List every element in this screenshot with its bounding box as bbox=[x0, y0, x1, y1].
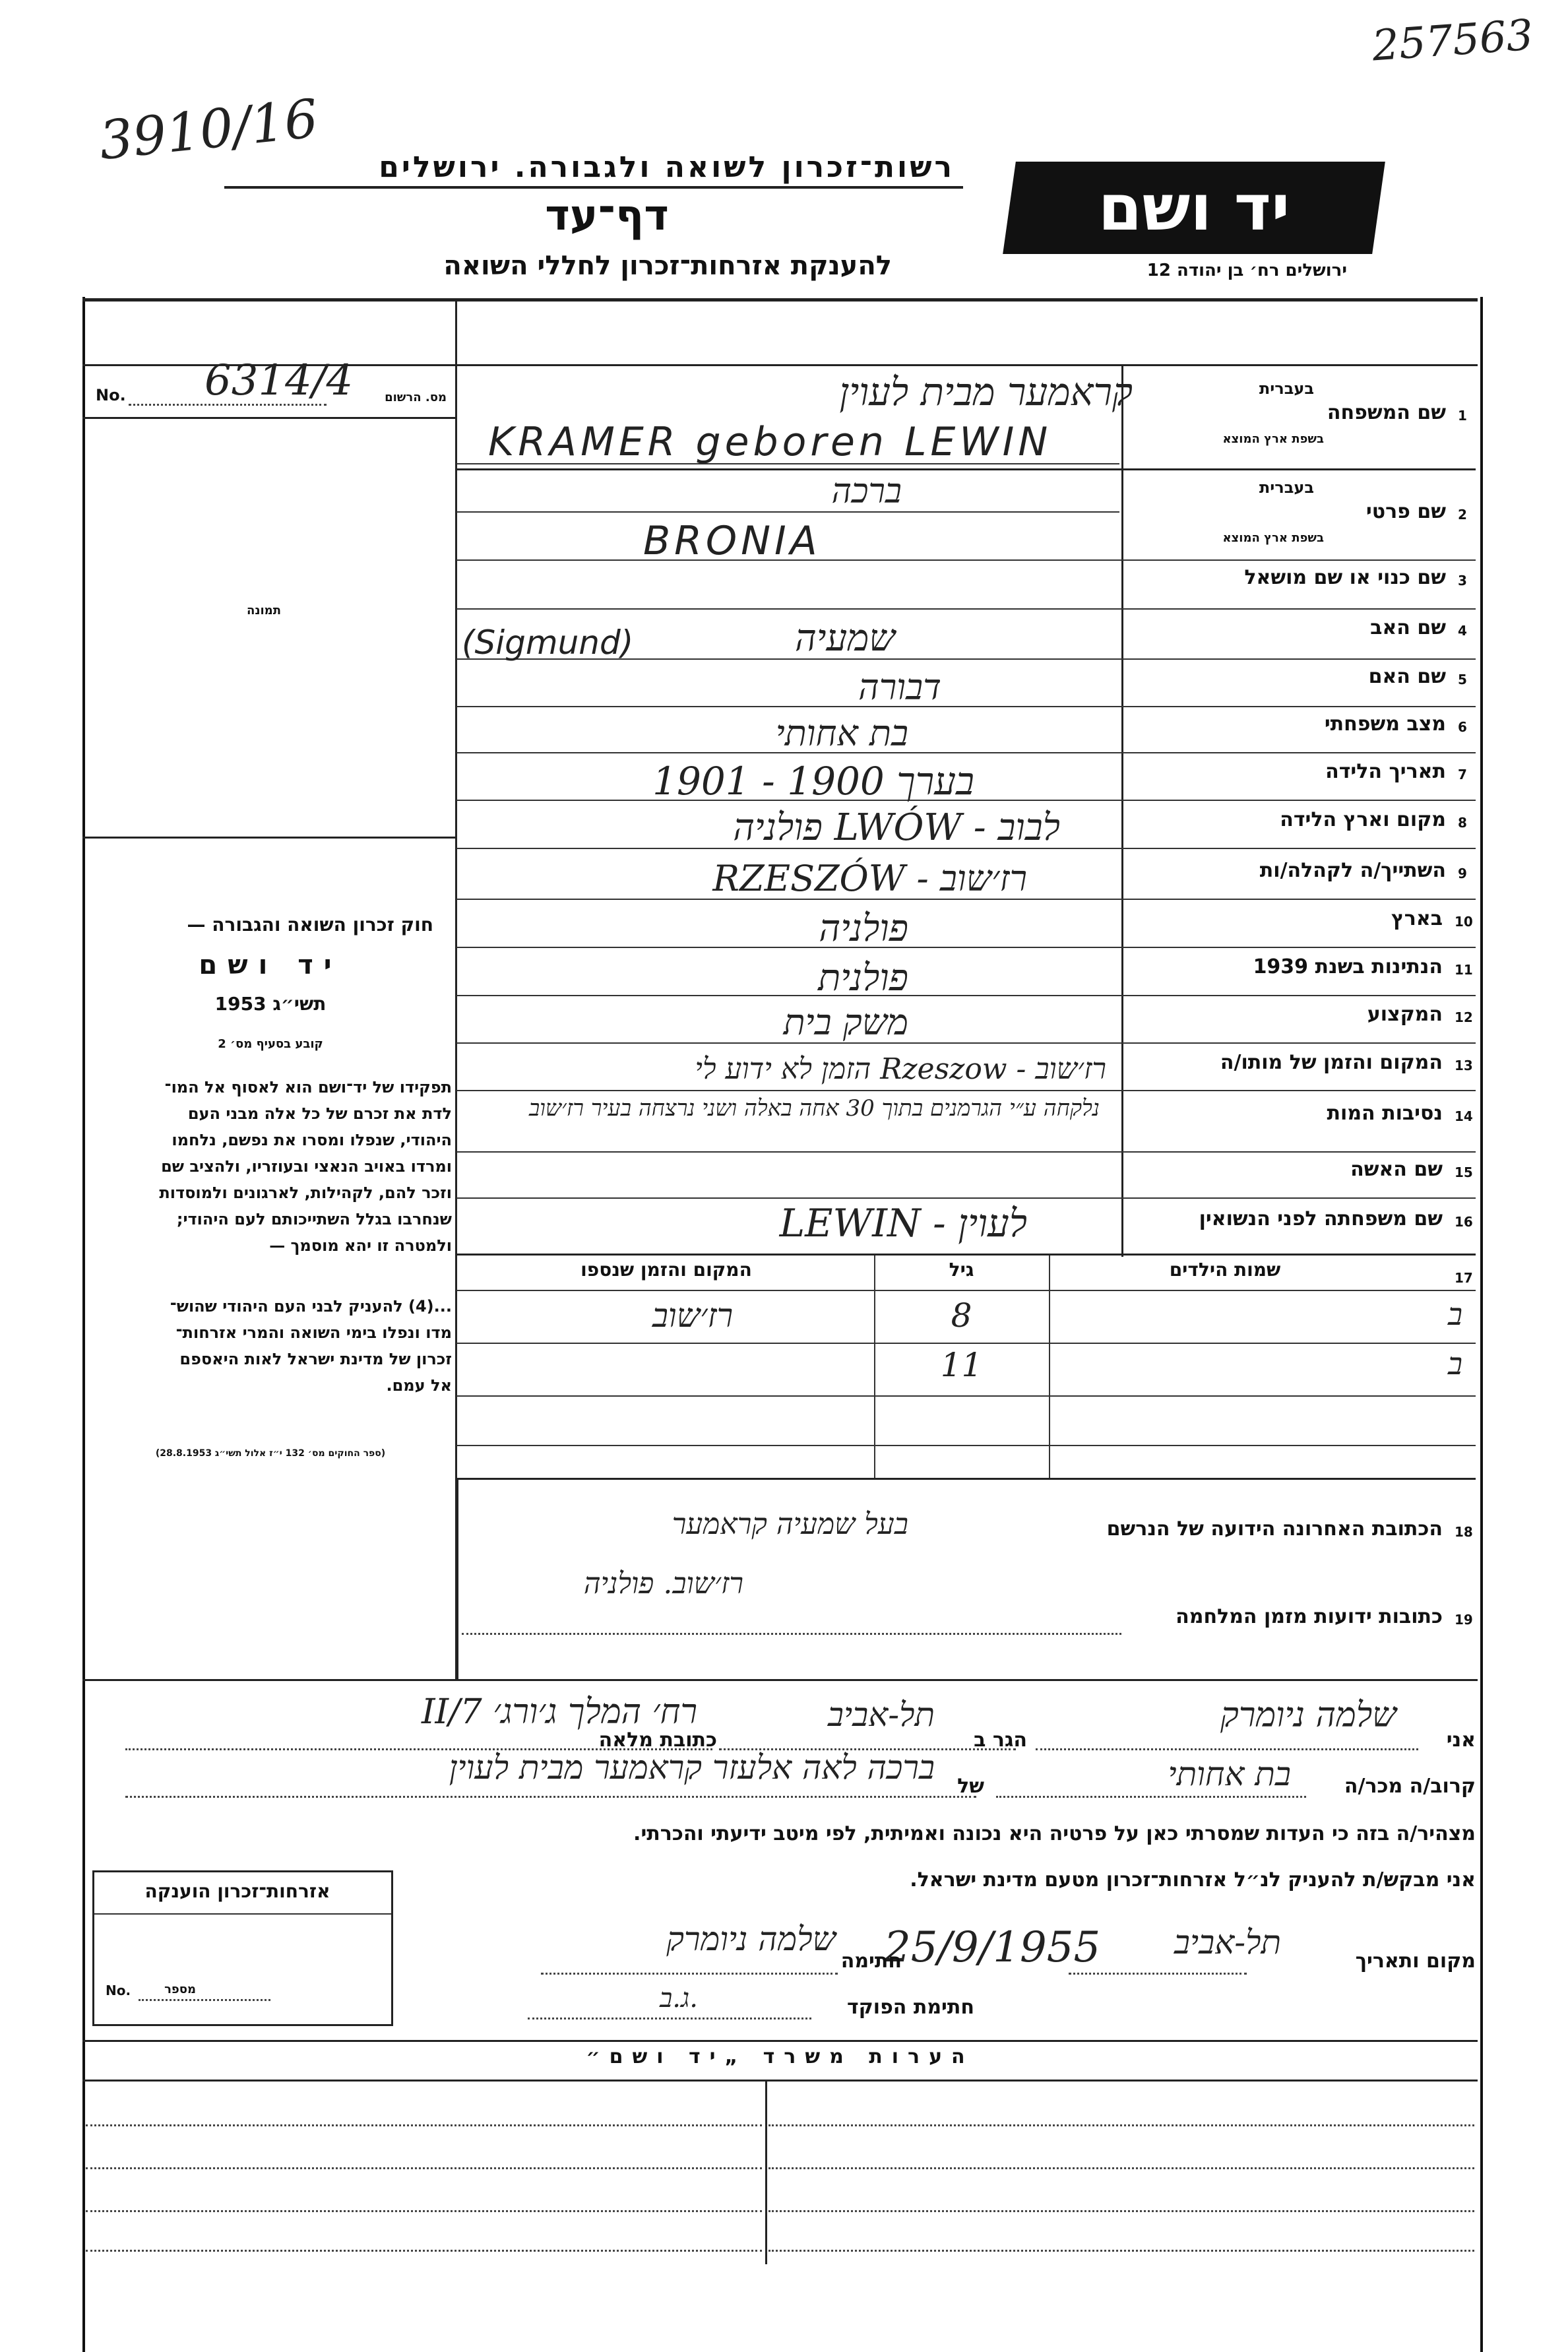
resides-value: תל-אביב bbox=[827, 1696, 935, 1734]
field-3-label: שם כנוי או שם מושאל bbox=[1244, 566, 1446, 589]
official-signature-value: ג.ב. bbox=[660, 1983, 698, 2014]
field-18-value-line1: בעל שמעיה קראמער bbox=[672, 1508, 908, 1541]
logo-text: יד ושם bbox=[1098, 171, 1290, 245]
place-value: תל-אביב bbox=[1174, 1923, 1281, 1961]
field-17-number: 17 bbox=[1455, 1270, 1473, 1286]
law-title: חוק זכרון השואה והגבורה — bbox=[187, 914, 433, 936]
law-text-line: ...(4) להעניק לבני העם היהודי שהוש־ bbox=[170, 1297, 452, 1316]
date-value: 25/9/1955 bbox=[884, 1923, 1101, 1972]
field-2-hebrew-tag: בעברית bbox=[1259, 478, 1314, 497]
award-box-title: אזרחות־זכרון הוענקה bbox=[144, 1880, 330, 1902]
law-text-block-2 bbox=[89, 1293, 452, 1399]
official-signature-label: חתימת הפוקד bbox=[847, 1996, 974, 2019]
children-col-place: המקום והזמן שנספו bbox=[580, 1259, 752, 1281]
field-16-number: 16 bbox=[1455, 1214, 1473, 1230]
resides-label: הגר ב bbox=[974, 1729, 1027, 1752]
authority-name: רשות־זכרון לשואה ולגבורה. ירושלים bbox=[379, 150, 955, 184]
field-1-value-latin: KRAMER geboren LEWIN bbox=[488, 419, 1052, 465]
field-11-value: פולנית bbox=[818, 957, 908, 1000]
field-12-number: 12 bbox=[1455, 1009, 1473, 1025]
law-text-line: היהודי, שנפלו ומסרו את נפשם, נלחמו bbox=[172, 1131, 452, 1149]
address-label: כתובת מלאה bbox=[598, 1729, 717, 1752]
of-value: ברכה לאה אלעזר קראמער מבית לעוין bbox=[449, 1748, 935, 1787]
relation-value: בת אחותי bbox=[1168, 1755, 1291, 1793]
field-13-number: 13 bbox=[1455, 1058, 1473, 1073]
field-14-label: נסיבות המות bbox=[1327, 1102, 1443, 1125]
field-2-value-latin: BRONIA bbox=[643, 518, 821, 564]
office-notes-title: הערות משרד „יד ושם״ bbox=[586, 2045, 974, 2068]
child-name: ב bbox=[1447, 1296, 1462, 1332]
declarant-name: שלמה ניומרק bbox=[1220, 1696, 1396, 1735]
field-15-label: שם האשה bbox=[1350, 1158, 1443, 1181]
field-4-value-latin: (Sigmund) bbox=[462, 623, 634, 662]
yad-vashem-logo bbox=[1003, 162, 1385, 254]
child-place: רז׳שוב bbox=[652, 1296, 734, 1335]
field-1-label: שם המשפחה bbox=[1327, 401, 1446, 424]
law-year: תשי״ג 1953 bbox=[214, 993, 327, 1015]
registration-number: 6314/4 bbox=[204, 356, 354, 405]
award-box-number-label: מספר bbox=[164, 1983, 196, 1996]
field-16-value: לעוין - LEWIN bbox=[779, 1201, 1027, 1246]
field-1-foreign-tag: בשפת ארץ המוצא bbox=[1222, 432, 1324, 446]
field-4-number: 4 bbox=[1458, 623, 1467, 639]
field-4-value: שמעיה bbox=[794, 617, 895, 660]
of-label: של bbox=[957, 1775, 984, 1798]
corner-handwritten-number: 3910/16 bbox=[96, 87, 321, 172]
field-7-number: 7 bbox=[1458, 767, 1467, 782]
law-name: יד ושם bbox=[199, 950, 342, 980]
no-label: No. bbox=[96, 386, 126, 404]
field-9-value: רז׳שוב - RZESZÓW bbox=[712, 858, 1027, 899]
children-col-names: שמות הילדים bbox=[1169, 1259, 1281, 1281]
field-2-label: שם פרטי bbox=[1365, 500, 1446, 523]
signature-value: שלמה ניומרק bbox=[666, 1920, 836, 1958]
field-5-value: דבורה bbox=[858, 666, 941, 708]
field-6-label: מצב משפחתי bbox=[1324, 713, 1446, 736]
field-6-number: 6 bbox=[1458, 719, 1467, 735]
declaration-i-am: אני bbox=[1446, 1729, 1476, 1752]
logo-address: ירושלים רח׳ בן יהודה 12 bbox=[1146, 261, 1347, 280]
field-12-value: משק בית bbox=[783, 1001, 908, 1043]
field-10-number: 10 bbox=[1455, 914, 1473, 930]
law-text-line: אל עמם. bbox=[386, 1376, 452, 1395]
law-text-line: ומרדו באויב הנאצי ובעוזריו, ולהציב שם bbox=[161, 1157, 452, 1176]
photo-area bbox=[86, 422, 455, 835]
field-7-label: תאריך הלידה bbox=[1325, 760, 1446, 783]
declaration-statement-1: מצהיר/ה בזה כי העדות שמסרתי כאן על פרטיה היא נכונה ואמיתית, לפי מיטב ידיעתי והכרתי. bbox=[633, 1822, 1476, 1845]
field-19-number: 19 bbox=[1455, 1612, 1473, 1628]
declaration-statement-2: אני מבקש/ת להעניק לנ״ל אזרחות־זכרון מטעם מדינת ישראל. bbox=[910, 1868, 1476, 1891]
field-7-value: בערך 1900 - 1901 bbox=[652, 759, 974, 804]
children-col-age: גיל bbox=[949, 1259, 974, 1281]
field-2-foreign-tag: בשפת ארץ המוצא bbox=[1222, 531, 1324, 545]
place-date-label: מקום ותאריך bbox=[1355, 1950, 1476, 1973]
field-15-number: 15 bbox=[1455, 1164, 1473, 1180]
child-age: 8 bbox=[951, 1296, 972, 1335]
child-age: 11 bbox=[940, 1346, 983, 1384]
field-13-value: רז׳שוב - Rzeszow הזמן לא ידוע לי bbox=[695, 1052, 1106, 1086]
law-text-line: זכרון של מדינת ישראל לאות היאספם bbox=[179, 1350, 452, 1368]
signature-label: חתימה bbox=[840, 1950, 902, 1973]
archive-stamp-number: 257563 bbox=[1370, 11, 1535, 71]
field-10-value: פולניה bbox=[819, 907, 908, 950]
field-9-number: 9 bbox=[1458, 866, 1467, 881]
field-11-number: 11 bbox=[1455, 962, 1473, 978]
field-2-value-hebrew: ברכה bbox=[831, 472, 902, 511]
photo-label: תמונה bbox=[246, 604, 282, 618]
law-text-line: לדת את זכרם של כל אלה מבני העם bbox=[187, 1104, 452, 1123]
award-box-no: No. bbox=[106, 1983, 131, 1998]
law-text-line: וזכר להם, לקהילות, לארגונים ולמוסדות bbox=[159, 1184, 452, 1202]
address-value: רח׳ המלך ג׳ורג׳ 7/II bbox=[422, 1692, 697, 1732]
law-text-block-1 bbox=[89, 1074, 452, 1259]
field-16-label: שם משפחתה לפני הנשואין bbox=[1199, 1207, 1443, 1230]
law-text-line: תפקידו של יד־ושם הוא לאסוף אל המו־ bbox=[164, 1078, 452, 1097]
law-reference: (ספר החוקים מס׳ 132 י״ז אלול תשי״ג 28.8.1953) bbox=[155, 1448, 386, 1459]
field-19-label: כתובות ידועות מזמן המלחמה bbox=[1176, 1605, 1443, 1628]
field-1-value-hebrew: קראמער מבית לעוין bbox=[839, 369, 1133, 414]
law-section: קובע בסעיף מס׳ 2 bbox=[218, 1037, 323, 1051]
registration-label: מס. הרשום bbox=[385, 391, 447, 404]
child-name: ב bbox=[1447, 1346, 1462, 1382]
field-18-value-line2: רז׳שוב. פולניה bbox=[583, 1567, 743, 1601]
field-9-label: השתייך/ה לקהלה/ות bbox=[1259, 859, 1446, 882]
law-text-line: מדו ונפלו בימי השואה והמרי אזרחות־ bbox=[175, 1323, 452, 1342]
field-10-label: בארץ bbox=[1391, 907, 1443, 930]
field-5-label: שם האם bbox=[1368, 665, 1446, 688]
page-subtitle: להענקת אזרחות־זכרון לחללי השואה bbox=[443, 251, 892, 281]
field-8-number: 8 bbox=[1458, 815, 1467, 831]
field-14-value: נלקחה ע״י הגרמנים בתוך 30 אחה באלה ושני נרצחה בעיר רז׳שוב bbox=[528, 1095, 1100, 1122]
field-13-label: המקום והזמן של מותו/ה bbox=[1220, 1051, 1443, 1074]
field-18-label: הכתובת האחרונה הידועה של הנרשם bbox=[1106, 1517, 1443, 1541]
field-5-number: 5 bbox=[1458, 672, 1467, 687]
field-6-value: בת אחותי bbox=[775, 713, 908, 754]
field-12-label: המקצוע bbox=[1367, 1003, 1443, 1026]
field-2-number: 2 bbox=[1458, 507, 1467, 523]
field-11-label: הנתינות בשנת 1939 bbox=[1253, 955, 1443, 978]
field-3-number: 3 bbox=[1458, 573, 1467, 588]
field-8-value: לבוב - LWÓW פולניה bbox=[733, 806, 1060, 849]
law-text-line: שנחרבו בגלל השתייכותם לעם היהודי; bbox=[176, 1210, 452, 1228]
law-text-line: ולמטרה זו יהא מוסמך — bbox=[269, 1236, 452, 1255]
relation-label: קרוב/ה מכר/ה bbox=[1344, 1775, 1476, 1798]
field-14-number: 14 bbox=[1455, 1108, 1473, 1124]
field-18-number: 18 bbox=[1455, 1524, 1473, 1540]
field-1-hebrew-tag: בעברית bbox=[1259, 379, 1314, 398]
field-4-label: שם האב bbox=[1370, 616, 1446, 639]
field-8-label: מקום וארץ הלידה bbox=[1280, 808, 1446, 831]
page-title: דף־עד bbox=[545, 191, 669, 240]
field-1-number: 1 bbox=[1458, 408, 1467, 424]
